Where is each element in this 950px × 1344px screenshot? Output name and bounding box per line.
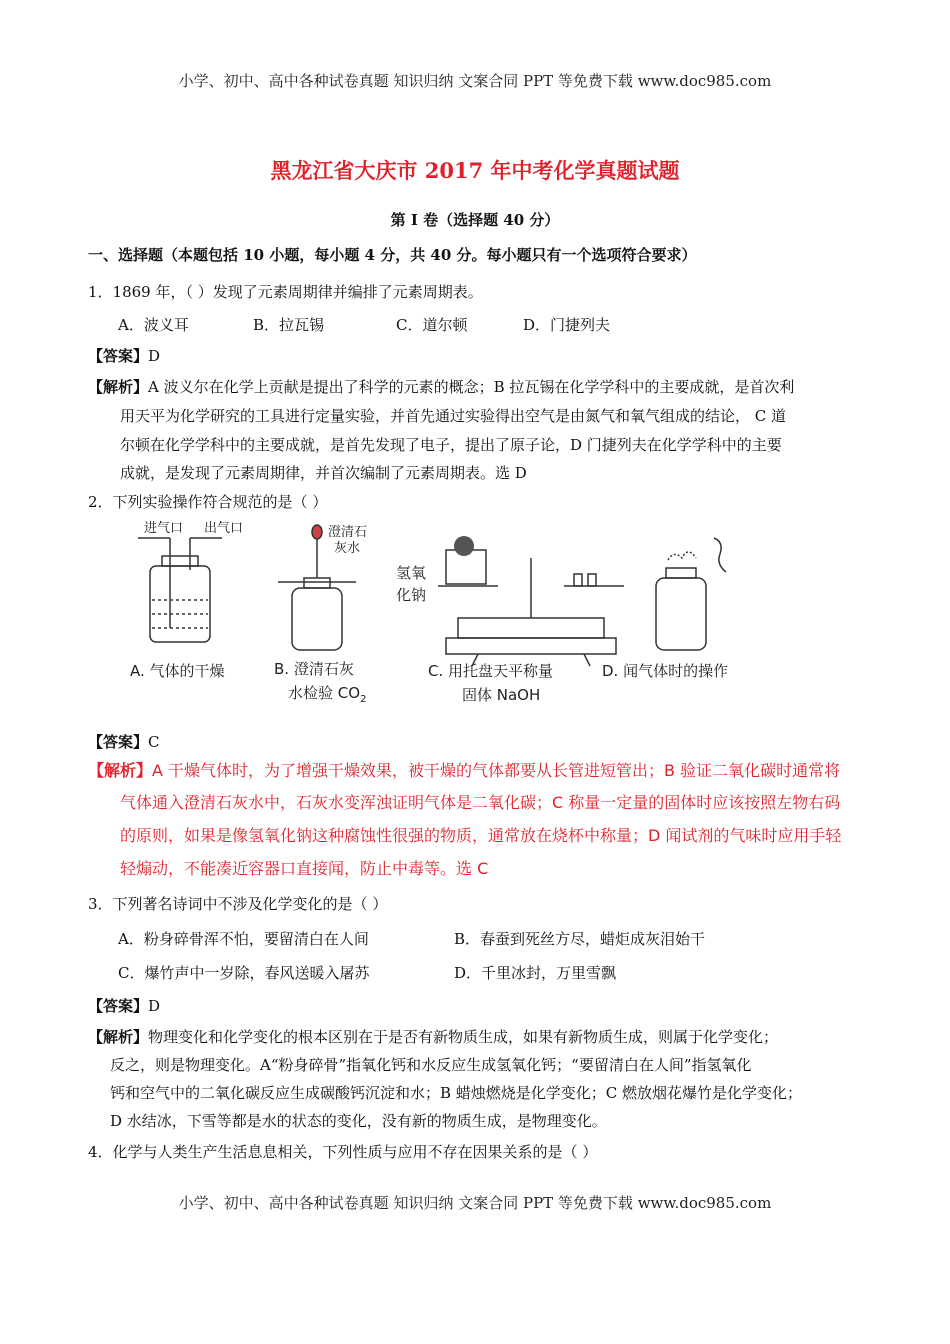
gas-bottle	[656, 578, 706, 650]
naoh-solid	[454, 536, 474, 556]
dropper-bulb	[312, 525, 322, 539]
q3-answer: 【答案】D	[88, 997, 161, 1015]
section-heading: 一、选择题（本题包括 10 小题，每小题 4 分，共 40 分。每小题只有一个选项符合要求）	[88, 246, 697, 264]
q1-analysis-line: 【解析】A 波义尔在化学上贡献是提出了科学的元素的概念；B 拉瓦锡在化学学科中的主要成就，是首次利	[88, 378, 795, 396]
q1-answer: 【答案】D	[88, 347, 161, 365]
reagent-bottle	[292, 588, 342, 650]
label-limewater-1: 澄清石	[328, 525, 368, 540]
q3-analysis-line: 钙和空气中的二氧化碳反应生成碳酸钙沉淀和水；B 蜡烛燃烧是化学变化；C 燃放烟花爆竹是化学变化；	[110, 1084, 803, 1102]
balance-base	[446, 638, 616, 654]
q3-option-a: A．粉身碎骨浑不怕，要留清白在人间	[118, 930, 369, 948]
caption-c-2: 固体 NaOH	[462, 686, 541, 704]
label-naoh-2: 化钠	[396, 586, 427, 604]
q2-answer: 【答案】C	[88, 733, 160, 751]
q1-option-b: B．拉瓦锡	[253, 316, 325, 334]
q2-analysis-line: 气体通入澄清石灰水中，石灰水变浑浊证明气体是二氧化碳；C 称量一定量的固体时应该按照左物右码	[120, 793, 841, 812]
caption-b-2: 水检验 $CO_2$	[288, 684, 367, 705]
q1-analysis-line: 成就，是发现了元素周期律，并首次编制了元素周期表。选 D	[120, 464, 527, 482]
caption-d: D. 闻气体时的操作	[602, 662, 729, 680]
q2-experiment-figure	[128, 518, 768, 710]
q1-option-a: A．波义耳	[118, 316, 189, 334]
label-naoh-1: 氢氧	[396, 564, 427, 582]
q2-analysis-line: 的原则，如果是像氢氧化钠这种腐蚀性很强的物质，通常放在烧杯中称量；D 闻试剂的气味时应用手轻	[120, 826, 842, 845]
q3-option-b: B．春蚕到死丝方尽，蜡炬成灰泪始干	[454, 930, 706, 948]
page-header: 小学、初中、高中各种试卷真题 知识归纳 文案合同 PPT 等免费下载 www.doc985.com	[178, 72, 772, 90]
q2-analysis-line: 轻煽动，不能凑近容器口直接闻，防止中毒等。选 C	[120, 859, 489, 878]
q3-analysis-line: 反之，则是物理变化。A“粉身碎骨”指氧化钙和水反应生成氢氧化钙；“要留清白在人间”指氢氧化	[110, 1056, 752, 1074]
label-gas-outlet: 出气口	[204, 521, 244, 536]
q1-stem: 1．1869 年，（ ）发现了元素周期律并编排了元素周期表。	[88, 283, 483, 301]
q2-stem: 2．下列实验操作符合规范的是（ ）	[88, 493, 328, 511]
q4-stem: 4．化学与人类生产生活息息相关，下列性质与应用不存在因果关系的是（ ）	[88, 1143, 598, 1161]
caption-c-1: C. 用托盘天平称量	[428, 662, 554, 680]
caption-a: A. 气体的干燥	[130, 662, 225, 680]
label-gas-inlet: 进气口	[144, 521, 184, 536]
q1-option-c: C．道尔顿	[396, 316, 468, 334]
page-footer: 小学、初中、高中各种试卷真题 知识归纳 文案合同 PPT 等免费下载 www.doc985.com	[178, 1194, 772, 1212]
q3-option-c: C．爆竹声中一岁除，春风送暖入屠苏	[118, 964, 370, 982]
gas-washing-bottle	[150, 566, 210, 642]
label-limewater-2: 灰水	[334, 541, 361, 556]
q1-analysis-line: 用天平为化学研究的工具进行定量实验，并首先通过实验得出空气是由氮气和氧气组成的结论， C 道	[120, 407, 787, 425]
q1-option-d: D．门捷列夫	[523, 316, 611, 334]
q3-option-d: D．千里冰封，万里雪飘	[454, 964, 617, 982]
q1-analysis-line: 尔顿在化学学科中的主要成就，是首先发现了电子，提出了原子论，D 门捷列夫在化学学科中的主要	[120, 436, 782, 454]
q3-analysis-line: 【解析】物理变化和化学变化的根本区别在于是否有新物质生成，如果有新物质生成，则属于化学变化；	[88, 1028, 779, 1046]
caption-b-1: B. 澄清石灰	[274, 660, 354, 678]
volume-subtitle: 第 I 卷（选择题 40 分）	[390, 211, 560, 229]
q3-analysis-line: D 水结冰，下雪等都是水的状态的变化，没有新的物质生成，是物理变化。	[110, 1112, 607, 1130]
q3-stem: 3．下列著名诗词中不涉及化学变化的是（ ）	[88, 895, 388, 913]
q2-analysis-line: 【解析】A 干燥气体时，为了增强干燥效果，被干燥的气体都要从长管进短管出；B 验证二氧化碳时通常将	[88, 761, 841, 780]
page-title: 黑龙江省大庆市 2017 年中考化学真题试题	[270, 158, 680, 183]
